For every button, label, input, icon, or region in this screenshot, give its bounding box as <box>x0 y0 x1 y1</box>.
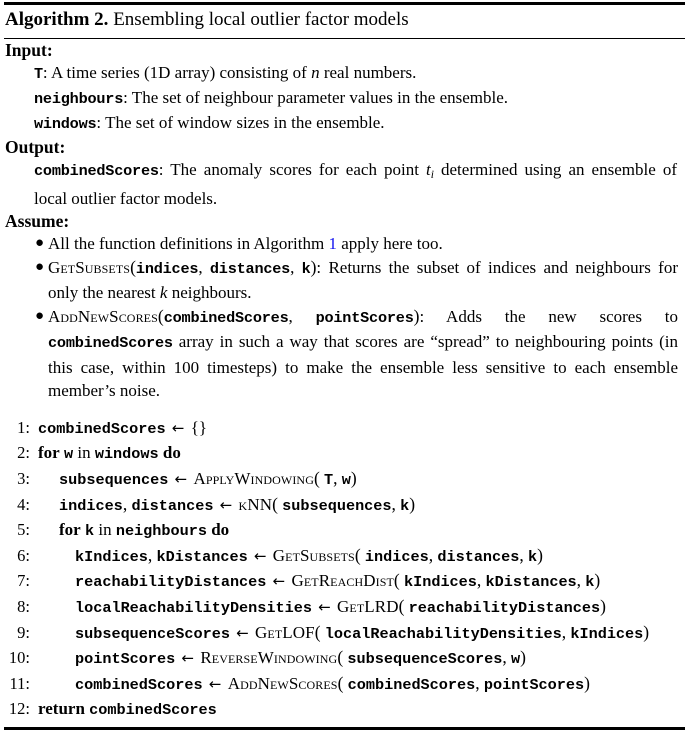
output-item-math-sub: i <box>430 169 434 182</box>
code-token: neighbours <box>115 522 207 541</box>
paren-token: ) <box>537 544 543 565</box>
step-content <box>36 544 683 570</box>
output-item-math-var: t <box>426 160 431 180</box>
comma-token: , <box>519 544 524 565</box>
function-name-token: kNN <box>238 494 273 514</box>
algorithm-1-link[interactable]: 1 <box>328 234 337 254</box>
addnewscores-arg-pointscores: pointScores <box>315 308 414 327</box>
input-item-neighbours-name: neighbours <box>34 90 124 109</box>
input-heading: Input: <box>5 40 53 61</box>
code-token: kDistances <box>485 573 577 592</box>
comma-token: , <box>561 621 567 642</box>
step-number: 11: <box>9 673 30 693</box>
function-name-token: GetLRD <box>337 597 399 617</box>
algorithm-step-line <box>2 646 683 672</box>
algorithm-step-line <box>2 621 683 647</box>
assign-arrow-icon: ← <box>253 546 267 565</box>
input-item-windows-desc: : The set of window sizes in the ensemble. <box>96 113 385 133</box>
algorithm-step-line <box>2 416 683 442</box>
code-token: localReachabilityDensities <box>75 599 312 618</box>
input-item-windows <box>2 111 683 136</box>
assume-item-addnewscores <box>2 305 683 403</box>
code-token: subsequences <box>282 496 392 515</box>
algorithm-title <box>2 5 683 35</box>
assign-arrow-icon: ← <box>272 572 286 591</box>
code-token: combinedScores <box>38 419 166 438</box>
code-token: windows <box>94 445 159 464</box>
algorithm-step-line <box>2 544 683 570</box>
algorithm-block <box>0 2 685 730</box>
assign-arrow-icon: ← <box>174 470 188 489</box>
step-number: 6: <box>17 545 30 565</box>
arg-comma: , <box>198 257 210 277</box>
code-token: k <box>400 496 410 515</box>
addnewscores-desc-a: : Adds the new scores to <box>419 306 678 326</box>
algorithm-steps-list <box>2 416 683 723</box>
input-item-neighbours <box>2 86 683 111</box>
paren-token: ) <box>643 621 650 642</box>
plain-token: in <box>77 443 91 463</box>
paren-token: ( <box>314 621 321 642</box>
paren-token: ) <box>409 493 416 514</box>
comma-token: , <box>122 493 128 514</box>
addnewscores-code-mid: combinedScores <box>48 334 173 353</box>
code-token: kIndices <box>570 624 644 643</box>
code-token: combinedScores <box>75 675 203 694</box>
code-token: pointScores <box>483 675 585 694</box>
step-number: 3: <box>17 469 30 489</box>
close-paren: ) <box>413 305 420 326</box>
code-token: k <box>528 547 538 566</box>
function-name-token: ReverseWindowing <box>200 648 338 668</box>
step-number: 12: <box>8 699 30 719</box>
code-token: k <box>585 573 595 592</box>
paren-token: ) <box>594 570 601 591</box>
code-token: subsequenceScores <box>347 650 503 669</box>
empty-set-token: {} <box>190 417 208 437</box>
assign-arrow-icon: ← <box>208 674 222 693</box>
step-content <box>36 416 683 442</box>
code-token: w <box>63 445 74 464</box>
code-token: pointScores <box>75 650 176 669</box>
code-token: subsequences <box>59 471 169 490</box>
comma-token: , <box>333 468 338 489</box>
getsubsets-desc-pre: : Returns the subset of indices and neighbours for only the nearest <box>48 257 678 303</box>
assume-item-getsubsets <box>2 256 683 305</box>
function-name-token: GetReachDist <box>291 571 394 591</box>
plain-token: in <box>98 520 112 540</box>
comma-token: , <box>576 570 582 591</box>
paren-token: ) <box>350 468 357 489</box>
code-token: kIndices <box>403 573 477 592</box>
step-number: 1: <box>17 417 30 437</box>
comma-token: , <box>428 544 434 565</box>
assume-ref-text-after: apply here too. <box>336 234 443 254</box>
keyword-token: do <box>211 520 230 540</box>
assign-arrow-icon: ← <box>236 623 249 642</box>
bullet-dot-icon: ● <box>35 235 45 252</box>
input-item-T-math: n <box>311 63 320 83</box>
getsubsets-fn-name: GetSubsets <box>48 257 131 277</box>
step-content <box>36 646 683 672</box>
code-token: k <box>84 522 95 541</box>
assign-arrow-icon: ← <box>171 418 185 437</box>
comma-token: , <box>475 672 480 693</box>
code-token: kDistances <box>156 547 248 566</box>
algorithm-step-line <box>2 569 683 595</box>
step-number: 4: <box>17 494 30 514</box>
code-token: subsequenceScores <box>75 624 230 643</box>
function-name-token: AddNewScores <box>227 673 338 693</box>
algorithm-title-label: Algorithm 2. <box>5 9 109 30</box>
comma-token: , <box>476 570 482 591</box>
algorithm-step-line <box>2 595 683 621</box>
step-number: 10: <box>8 648 30 668</box>
keyword-token: for <box>59 520 81 540</box>
step-content <box>36 569 683 595</box>
paren-token: ( <box>337 672 344 693</box>
output-item-desc-pre: : The anomaly scores for each point <box>158 160 427 180</box>
step-number: 7: <box>17 571 30 591</box>
algorithm-step-line <box>2 493 683 519</box>
getsubsets-arg-distances: distances <box>209 259 291 278</box>
algorithm-step-line <box>2 467 683 493</box>
open-paren: ( <box>130 256 136 277</box>
function-name-token: GetLOF <box>255 622 315 642</box>
code-token: indices <box>364 547 429 566</box>
getsubsets-arg-k: k <box>301 259 311 278</box>
step-content <box>36 621 683 647</box>
output-item-combinedscores <box>2 158 683 210</box>
paren-token: ( <box>393 570 400 591</box>
comma-token: , <box>502 647 507 668</box>
assume-item-algorithm-ref <box>2 232 683 256</box>
assign-arrow-icon: ← <box>318 598 331 617</box>
step-number: 5: <box>17 520 30 540</box>
code-token: combinedScores <box>347 675 476 694</box>
code-token: distances <box>131 496 214 515</box>
input-item-T-name: T <box>34 65 43 84</box>
arg-comma: , <box>290 257 302 277</box>
algorithm-step-line <box>2 697 683 723</box>
paren-token: ( <box>272 493 278 514</box>
assume-ref-text-before: All the function definitions in Algorithm <box>48 234 329 254</box>
algorithm-step-line <box>2 518 683 544</box>
comma-token: , <box>391 493 396 514</box>
step-content <box>36 467 683 493</box>
step-content <box>36 595 683 621</box>
arg-comma: , <box>288 306 316 326</box>
keyword-token: return <box>38 699 85 719</box>
output-item-name: combinedScores <box>34 162 159 181</box>
paren-token: ) <box>584 672 590 693</box>
addnewscores-desc-b: array in such a way that scores are “spread” to neighbouring points (in this case, within 100 timesteps) to make the ensemble less sensitive to each ensemble member’s noise. <box>48 332 678 401</box>
input-item-neighbours-desc: : The set of neighbour parameter values in the ensemble. <box>123 88 509 108</box>
function-name-token: GetSubsets <box>272 545 355 565</box>
input-item-T-desc-pre: : A time series (1D array) consisting of <box>42 63 312 83</box>
comma-token: , <box>147 544 153 565</box>
close-paren: ) <box>310 256 317 277</box>
code-token: localReachabilityDensities <box>324 624 562 643</box>
getsubsets-math-k: k <box>159 283 168 303</box>
code-token: indices <box>59 496 123 515</box>
code-token: T <box>324 471 334 490</box>
code-token: reachabilityDistances <box>408 599 601 618</box>
step-content <box>36 672 683 698</box>
input-item-windows-name: windows <box>34 115 97 134</box>
paren-token: ) <box>600 596 606 617</box>
code-token: w <box>510 650 521 669</box>
paren-token: ( <box>354 544 361 565</box>
step-number: 9: <box>17 622 30 642</box>
step-number: 2: <box>17 443 30 463</box>
code-token: kIndices <box>75 547 148 566</box>
algorithm-step-line <box>2 672 683 698</box>
assign-arrow-icon: ← <box>219 495 233 514</box>
step-content <box>36 441 683 467</box>
bullet-dot-icon: ● <box>35 258 45 275</box>
step-content <box>36 697 683 723</box>
assign-arrow-icon: ← <box>181 649 195 668</box>
code-token: w <box>341 471 351 490</box>
algorithm-title-text: Ensembling local outlier factor models <box>113 9 409 30</box>
output-item-desc-post: determined using an ensemble of local outlier factor models. <box>34 160 677 209</box>
step-content <box>36 493 683 519</box>
getsubsets-arg-indices: indices <box>135 259 199 278</box>
function-name-token: ApplyWindowing <box>193 469 314 489</box>
keyword-token: do <box>162 443 181 463</box>
addnewscores-fn-name: AddNewScores <box>48 306 158 326</box>
keyword-token: for <box>38 443 60 463</box>
addnewscores-arg-combinedscores: combinedScores <box>163 308 289 327</box>
output-heading: Output: <box>5 137 66 158</box>
code-token: combinedScores <box>89 701 217 720</box>
step-content <box>36 518 683 544</box>
paren-token: ( <box>337 647 344 668</box>
paren-token: ) <box>520 647 526 668</box>
bullet-dot-icon: ● <box>35 307 45 324</box>
open-paren: ( <box>157 305 164 326</box>
code-token: reachabilityDistances <box>75 573 267 592</box>
input-item-T <box>2 61 683 86</box>
getsubsets-desc-post: neighbours. <box>167 283 252 303</box>
code-token: distances <box>437 547 520 566</box>
paren-token: ( <box>313 468 320 489</box>
algorithm-step-line <box>2 441 683 467</box>
step-number: 8: <box>17 597 30 617</box>
input-item-T-desc-post: real numbers. <box>319 63 417 83</box>
assume-heading: Assume: <box>5 211 70 232</box>
paren-token: ( <box>398 596 405 617</box>
